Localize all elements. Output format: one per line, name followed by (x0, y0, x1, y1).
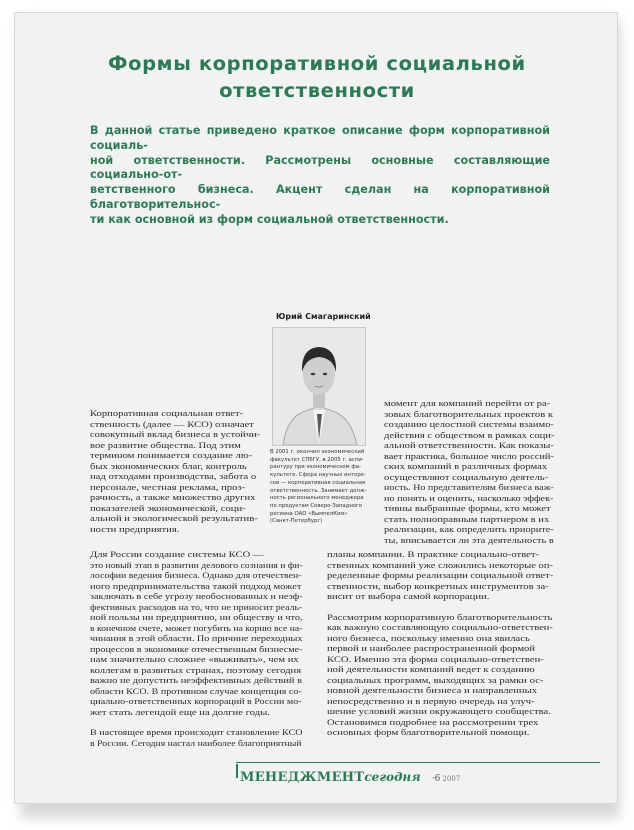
body-column-right-bottom (327, 549, 553, 738)
article-lead (90, 124, 550, 228)
body-line: новной деятельности бизнеса и направленных (327, 685, 538, 695)
body-line: висит от выбора самой корпорации. (327, 591, 490, 601)
issue-number: ·6 (431, 774, 441, 784)
author-name: Юрий Смагаринский (276, 312, 371, 321)
body-line: ственных компаний уже сложились некоторые оп- (327, 559, 553, 570)
body-line: в конечном счете, может погубить на корню все на- (90, 622, 303, 633)
body-line: В настоящее время происходит становление КСО (90, 727, 303, 737)
body-line: важно не допустить неэффективных действий в (90, 675, 303, 685)
body-line: зовых благотворительных проектов к (384, 408, 554, 419)
body-line: области КСО. В противном случае концепция со- (90, 685, 302, 696)
body-line: показателей экономической, соци- (90, 502, 246, 513)
body-line: фективных расходов на то, что не приносит реаль- (90, 601, 303, 612)
body-line: ного предпринимательства такой подход может (90, 580, 302, 591)
lead-line: ветственного бизнеса. Акцент сделан на корпоративной благотворительнос- (90, 183, 550, 211)
body-line: жет стать легендой еще на долгие годы. (90, 706, 270, 717)
body-line: лософии ведения бизнеса. Однако для отечествен- (90, 570, 302, 580)
body-line: ности предприятия. (90, 523, 180, 534)
body-line: ного бизнеса, поскольку именно она явилась (327, 632, 530, 643)
body-column-right-top (384, 398, 554, 545)
body-column-left-top (90, 408, 260, 534)
body-line: персонале, честная реклама, проз- (90, 481, 246, 492)
body-line: нам значительно сложнее «выживать», чем их (90, 654, 299, 664)
body-line: реализации, как определить приорите- (384, 524, 554, 534)
lead-line: ти как основной из форм социальной ответственности. (90, 212, 449, 226)
body-line: шение условий жизни окружающего сообщества. (327, 706, 551, 716)
body-line: ной деятельности компаний ведет к созданию (327, 664, 535, 674)
body-line: циально-ответственных корпораций в России мо- (90, 696, 302, 706)
bio-line: В 2001 г. окончил экономический (270, 449, 365, 455)
article-title (0, 50, 634, 104)
bio-line: рантуру при экономическом фа- (270, 464, 362, 471)
body-line: социальных программ, выходящих за рамки ос- (327, 674, 544, 685)
bio-line: ность регионального менеджера (270, 495, 364, 502)
body-line: вает практика, большое число россий- (384, 450, 554, 461)
bio-line: по продуктам Северо-Западного (270, 502, 363, 509)
title-line: ответственности (219, 79, 415, 102)
body-line: основных форм благотворительной помощи. (327, 727, 530, 737)
body-column-left-bottom (90, 549, 302, 748)
body-line: термином понимается создание лю- (90, 450, 253, 460)
body-line: ность. Но представителям бизнеса важ- (384, 482, 554, 492)
body-line: альной и экологической результатив- (90, 513, 258, 523)
body-line: рачность, а также множество других (90, 492, 256, 502)
body-line: ной пользы ни предприятию, ни обществу и что, (90, 612, 303, 622)
body-line: первой и наиболее распространенной формой (327, 643, 536, 653)
body-line: ты, вписывается ли эта деятельность в (384, 534, 554, 545)
bio-line: (Санкт-Петербург) (270, 518, 323, 525)
body-line: ственность (далее — КСО) означает (90, 418, 254, 429)
body-line: Корпоративная социальная ответ- (90, 408, 244, 418)
body-line: бых экономических благ, контроль (90, 460, 247, 471)
body-line: но понять и оценить, насколько эффек- (384, 492, 554, 503)
body-line: в России. Сегодня настал наиболее благоприятный (90, 737, 302, 748)
magazine-brand: МЕНЕДЖМЕНТ (240, 770, 365, 785)
magazine-brand-suffix: сегодня (364, 770, 421, 784)
body-line: Остановимся подробнее на рассмотрении трех (327, 716, 539, 727)
body-line: действия с обществом в рамках соци- (384, 429, 555, 440)
lead-line: В данной статье приведено краткое описание форм корпоративной социаль- (90, 124, 550, 152)
lead-line: ной ответственности. Рассмотрены основные составляющие социально-от- (90, 153, 550, 182)
title-line: Формы корпоративной социальной (108, 52, 526, 75)
body-line: над отходами производства, забота о (90, 471, 257, 481)
body-line: планы компании. В практике социально-ответ- (327, 549, 540, 559)
body-line: момент для компаний перейти от ра- (384, 398, 551, 408)
issue-year: 2007 (442, 775, 461, 783)
body-line: ственности, выбор конкретных инструментов за- (327, 580, 549, 591)
body-line: КСО. Именно эта форма социально-ответствен- (327, 653, 544, 664)
body-line: как важную составляющую социально-ответствен- (327, 622, 553, 632)
body-line: вое развитие общества. Под этим (90, 439, 241, 450)
body-line: ределенные формы реализации социальной ответ- (327, 570, 554, 580)
body-line: процессов в экономике отечественным бизнесме- (90, 643, 303, 654)
bio-line: сов — корпоративная социальная (270, 479, 366, 486)
magazine-footer (240, 766, 460, 785)
body-line: тивны выбранные формы, кто может (384, 503, 551, 513)
body-line: чинания в этой области. По причине переходных (90, 633, 303, 643)
body-line: коллегам в развитых странах, поэтому сегодня (90, 664, 302, 675)
body-line: альной ответственности. Как показы- (384, 440, 554, 450)
body-line: совокупный вклад бизнеса в устойчи- (90, 429, 261, 439)
body-line: Рассмотрим корпоративную благотворительность (327, 611, 553, 622)
body-line: осуществляют социальную деятель- (384, 471, 549, 482)
bio-line: факультет СПбГУ, в 2005 г. аспи- (270, 456, 364, 463)
body-line: непосредственно и в первую очередь на улуч- (327, 695, 535, 706)
bio-line: региона ОАО «ВымпелКом» (270, 510, 348, 517)
body-line: Для России создание системы КСО — (90, 549, 264, 559)
bio-line: ответственность. Занимает долж- (270, 487, 367, 494)
body-line: созданию целостной системы взаимо- (384, 419, 554, 429)
body-line: ских компаний в различных формах (384, 461, 548, 471)
footer-rule (236, 762, 600, 763)
footer-accent-bar (236, 764, 238, 778)
body-line: это новый этап в развитии делового сознания и фи- (90, 559, 303, 570)
bio-line: культете. Сфера научных интере- (270, 472, 366, 479)
body-line: стать полноправным партнером в их (384, 513, 550, 524)
body-line: заключать в себе угрозу необоснованных и неэф- (90, 591, 303, 601)
